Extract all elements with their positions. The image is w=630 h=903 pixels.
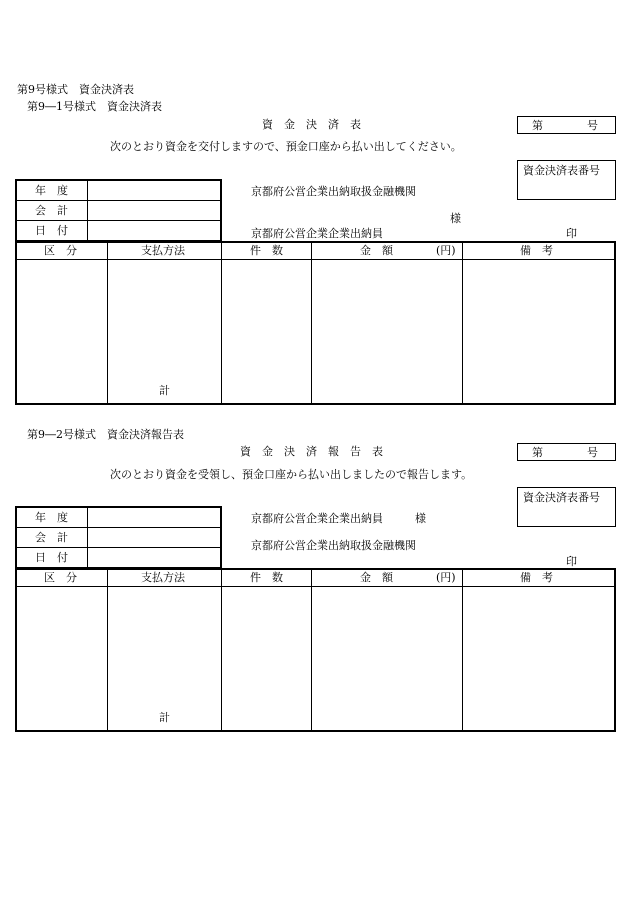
document-title: 第9号様式 資金決済表 — [17, 83, 134, 96]
form2-number-box[interactable] — [517, 443, 616, 461]
form1-year-field[interactable] — [92, 183, 218, 197]
form2-table — [15, 568, 616, 732]
form1-date-field[interactable] — [92, 223, 218, 237]
form2-account-field[interactable] — [92, 530, 218, 544]
form2-date-field[interactable] — [92, 550, 218, 564]
form1-instruction: 次のとおり資金を交付しますので、預金口座から払い出してください。 — [110, 140, 462, 153]
form1-sama: 様 — [450, 212, 461, 225]
form1-header-category: 区 分 — [44, 244, 77, 257]
form1-table — [15, 241, 616, 405]
form2-settlement-number-box[interactable] — [517, 487, 616, 527]
form2-instruction: 次のとおり資金を受領し、預金口座から払い出しましたので報告します。 — [110, 468, 473, 481]
form2-label-date: 日 付 — [35, 551, 68, 564]
form1-number-box[interactable] — [517, 116, 616, 134]
form1-number-label: 第 号 — [532, 119, 598, 132]
form1-seal: 印 — [566, 227, 577, 240]
form1-total-label: 計 — [159, 384, 170, 397]
form2-header-amount: 金 額 — [360, 571, 393, 584]
form1-label-account: 会 計 — [35, 204, 68, 217]
form1-heading: 資 金 決 済 表 — [262, 118, 361, 131]
form2-header-yen: (円) — [436, 571, 456, 584]
form1-header-amount: 金 額 — [360, 244, 393, 257]
form2-year-field[interactable] — [92, 510, 218, 524]
form1-header-remarks: 備 考 — [520, 244, 553, 257]
form1-settlement-number-label: 資金決済表番号 — [523, 164, 600, 177]
form2-header-count: 件 数 — [250, 571, 283, 584]
form1-account-field[interactable] — [92, 203, 218, 217]
form1-treasurer-label: 京都府公営企業企業出納員 — [251, 227, 383, 240]
form2-header-category: 区 分 — [44, 571, 77, 584]
form2-settlement-number-label: 資金決済表番号 — [523, 491, 600, 504]
form2-header-payment-method: 支払方法 — [141, 571, 185, 584]
form1-subtitle: 第9―1号様式 資金決済表 — [27, 100, 162, 113]
form2-treasurer-label: 京都府公営企業企業出納員 — [251, 512, 383, 525]
form2-subtitle: 第9―2号様式 資金決済報告表 — [27, 428, 184, 441]
form2-total-label: 計 — [159, 711, 170, 724]
form1-header-yen: (円) — [436, 244, 456, 257]
form2-bank-label: 京都府公営企業出納取扱金融機関 — [251, 539, 416, 552]
form1-bank-label: 京都府公営企業出納取扱金融機関 — [251, 185, 416, 198]
form1-header-count: 件 数 — [250, 244, 283, 257]
form2-heading: 資 金 決 済 報 告 表 — [240, 445, 383, 458]
form2-header-remarks: 備 考 — [520, 571, 553, 584]
form2-number-label: 第 号 — [532, 446, 598, 459]
form1-settlement-number-box[interactable] — [517, 160, 616, 200]
form1-label-year: 年 度 — [35, 184, 68, 197]
form2-sama: 様 — [415, 512, 426, 525]
form2-label-account: 会 計 — [35, 531, 68, 544]
form1-header-payment-method: 支払方法 — [141, 244, 185, 257]
form2-label-year: 年 度 — [35, 511, 68, 524]
form1-label-date: 日 付 — [35, 224, 68, 237]
form2-seal: 印 — [566, 555, 577, 568]
